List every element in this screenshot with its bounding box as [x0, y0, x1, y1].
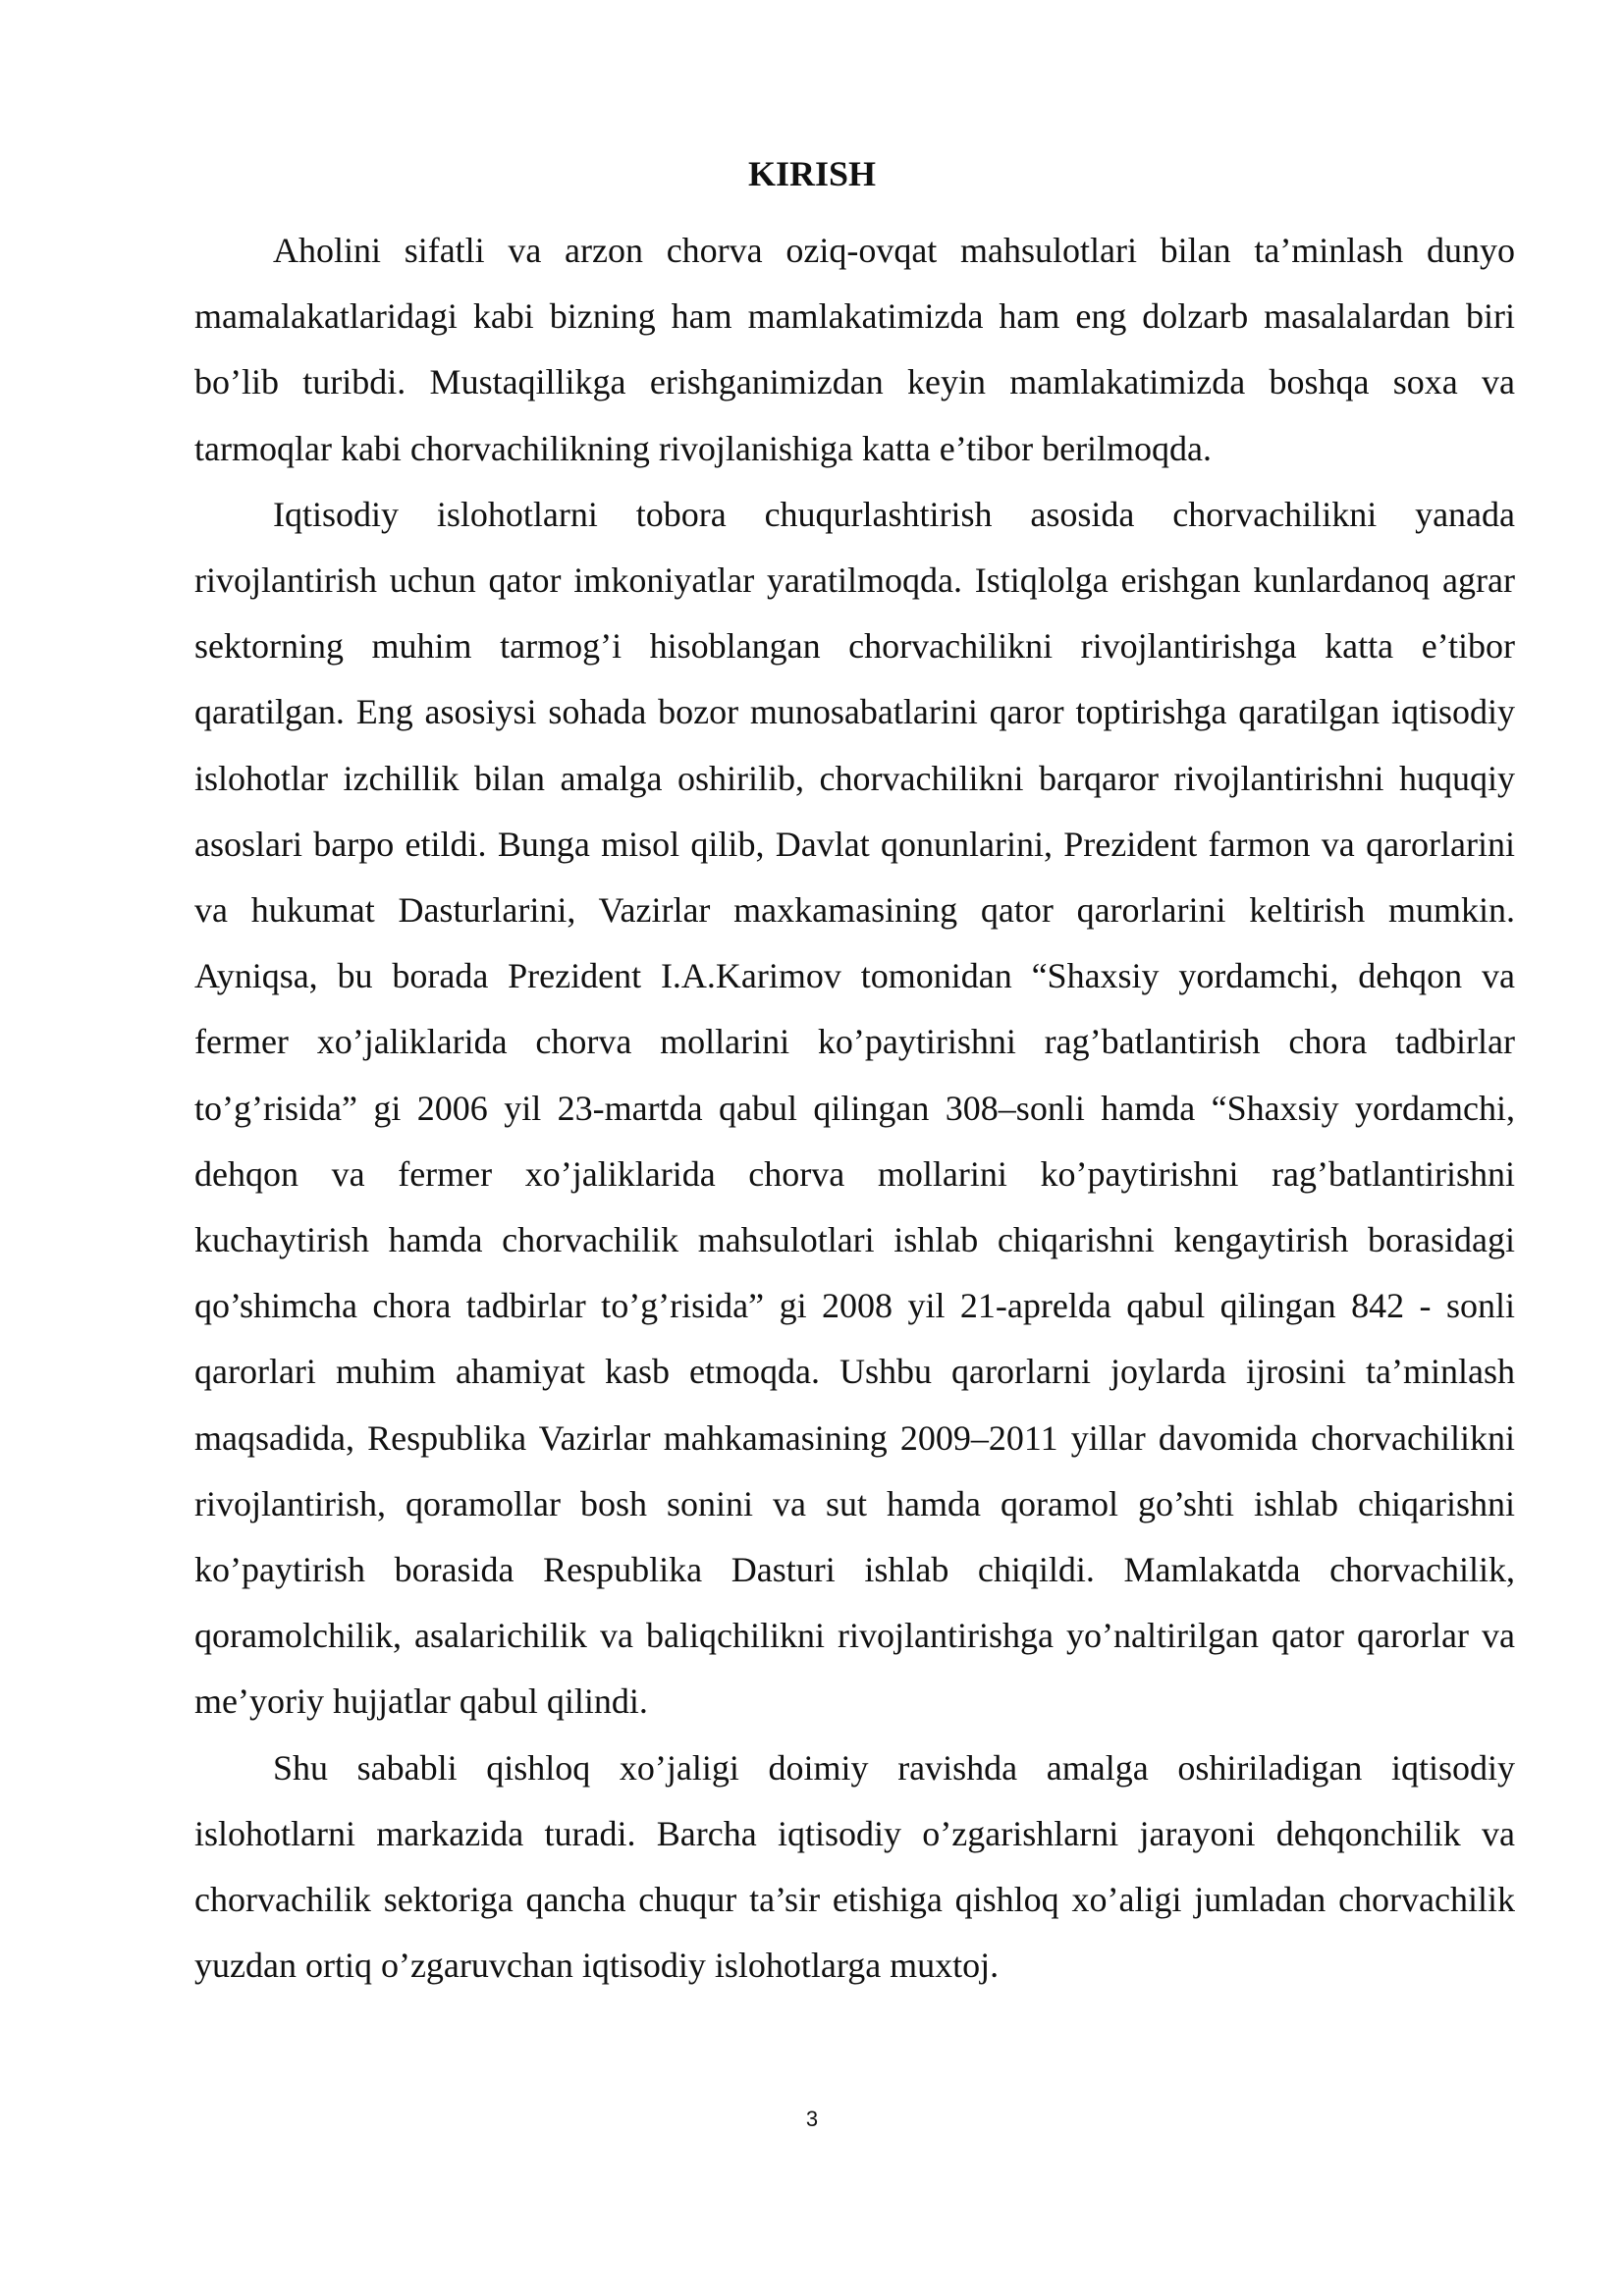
paragraph-intro: Aholini sifatli va arzon chorva oziq-ovqat mahsulotlari bilan ta’minlash dunyo mamalakatlaridagi kabi bizning ham mamlakatimizda ham eng dolzarb masalalardan biri bo’lib turibdi. Mustaqillikga erishganimizdan keyin mamlakatimizda boshqa soxa va tarmoqlar kabi chorvachilikning rivojlanishiga katta e’tibor berilmoqda.	[194, 231, 1515, 468]
body-text	[194, 218, 1515, 1999]
page-number: 3	[805, 2107, 819, 2131]
paragraph-reforms: Iqtisodiy islohotlarni tobora chuqurlashtirish asosida chorvachilikni yanada rivojlantirish uchun qator imkoniyatlar yaratilmoqda. Istiqlolga erishgan kunlardanoq agrar sektorning muhim tarmog’i hisoblangan chorvachilikni rivojlantirishga katta e’tibor qaratilgan. Eng asosiysi sohada bozor munosabatlarini qaror toptirishga qaratilgan iqtisodiy islohotlar izchillik bilan amalga oshirilib, chorvachilikni barqaror rivojlantirishni huquqiy asoslari barpo etildi. Bunga misol qilib, Davlat qonunlarini, Prezident farmon va qarorlarini va hukumat Dasturlarini, Vazirlar maxkamasining qator qarorlarini keltirish mumkin. Ayniqsa, bu borada Prezident I.A.Karimov tomonidan “Shaxsiy yordamchi, dehqon va fermer xo’jaliklarida chorva mollarini ko’paytirishni rag’batlantirish chora tadbirlar to’g’risida” gi 2006 yil 23-martda qabul qilingan 308–sonli hamda “Shaxsiy yordamchi, dehqon va fermer xo’jaliklarida chorva mollarini ko’paytirishni rag’batlantirishni kuchaytirish hamda chorvachilik mahsulotlari ishlab chiqarishni kengaytirish borasidagi qo’shimcha chora tadbirlar to’g’risida” gi 2008 yil 21-aprelda qabul qilingan 842 - sonli qarorlari muhim ahamiyat kasb etmoqda. Ushbu qarorlarni joylarda ijrosini ta’minlash maqsadida, Respublika Vazirlar mahkamasining 2009–2011 yillar davomida chorvachilikni rivojlantirish, qoramollar bosh sonini va sut hamda qoramol go’shti ishlab chiqarishni ko’paytirish borasida Respublika Dasturi ishlab chiqildi. Mamlakatda chorvachilik, qoramolchilik, asalarichilik va baliqchilikni rivojlantirishga yo’naltirilgan qator qarorlar va me’yoriy hujjatlar qabul qilindi.	[194, 494, 1515, 1722]
paragraph-agriculture: Shu sababli qishloq xo’jaligi doimiy ravishda amalga oshiriladigan iqtisodiy islohotlarni markazida turadi. Barcha iqtisodiy o’zgarishlarni jarayoni dehqonchilik va chorvachilik sektoriga qancha chuqur ta’sir etishiga qishloq xo’aligi jumladan chorvachilik yuzdan ortiq o’zgaruvchan iqtisodiy islohotlarga muxtoj.	[194, 1747, 1515, 1986]
section-heading: KIRISH	[747, 154, 877, 193]
